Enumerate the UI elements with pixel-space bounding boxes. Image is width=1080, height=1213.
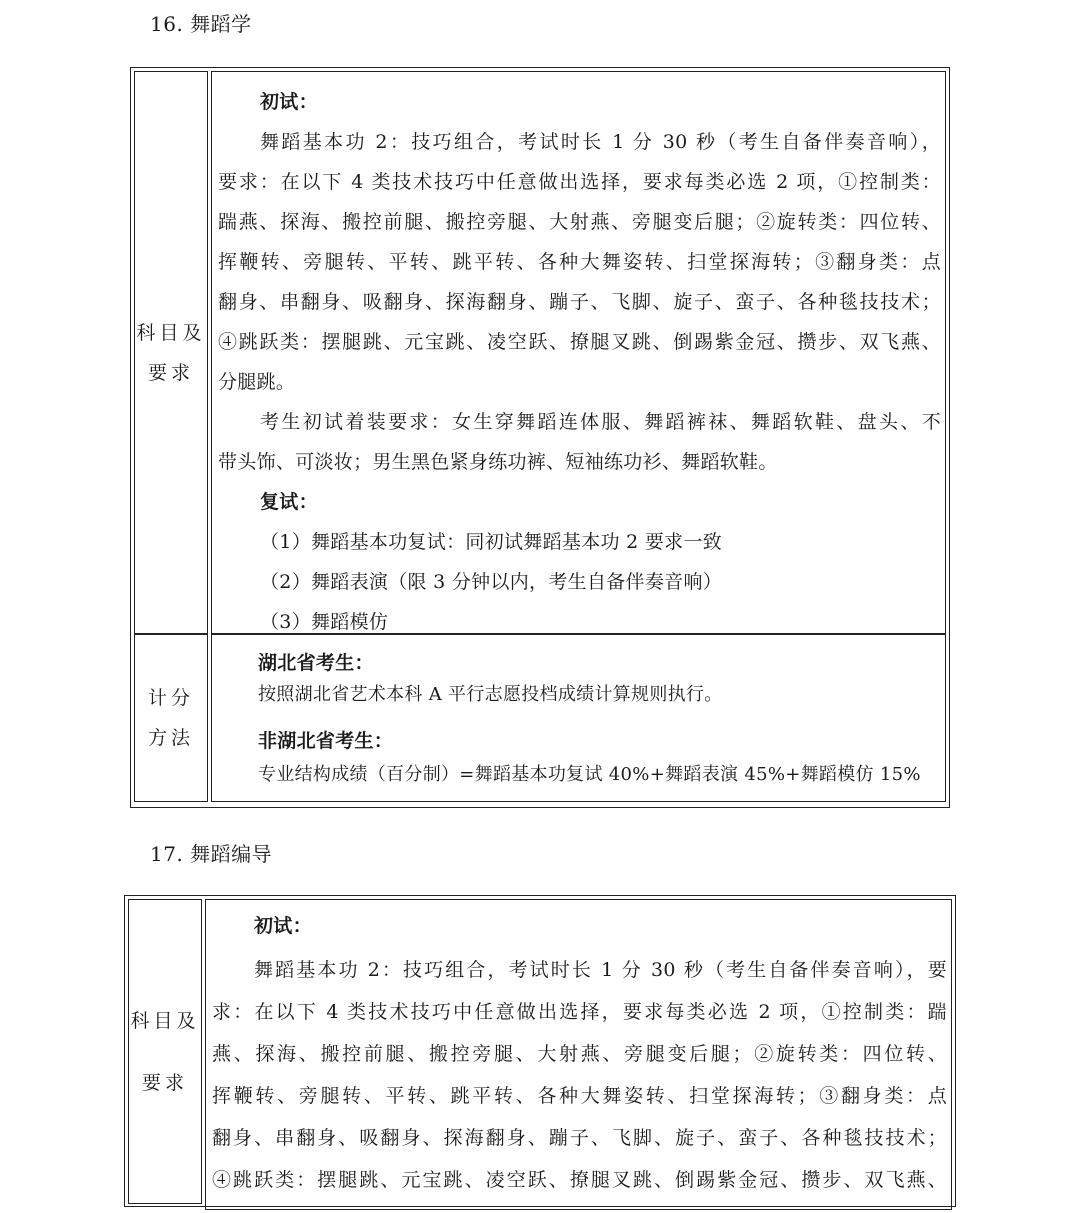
initial-heading: 初试： — [260, 91, 318, 113]
text-line: 求：在以下 4 类技术技巧中任意做出选择，要求每类必选 2 项，①控制类：踹 — [212, 1001, 947, 1023]
requirements-content — [205, 899, 952, 1210]
requirements-label — [134, 71, 208, 634]
text-line: 挥鞭转、旁腿转、平转、跳平转、各种大舞姿转、扫堂探海转；③翻身类：点 — [212, 1085, 947, 1107]
scoring-content — [211, 634, 946, 802]
label-line: 科目及 — [136, 321, 206, 344]
attire-line: 考生初试着装要求：女生穿舞蹈连体服、舞蹈裤袜、舞蹈软鞋、盘头、不 — [260, 411, 941, 433]
initial-heading: 初试： — [254, 915, 312, 937]
requirements-content — [211, 71, 946, 634]
text-line: ④跳跃类：摆腿跳、元宝跳、凌空跃、撩腿叉跳、倒踢紫金冠、攒步、双飞燕、 — [218, 331, 941, 353]
requirements-row — [128, 899, 952, 1204]
text-line: 翻身、串翻身、吸翻身、探海翻身、蹦子、飞脚、旋子、蛮子、各种毯技技术； — [218, 291, 941, 313]
requirements-row — [134, 71, 946, 634]
text-line: ④跳跃类：摆腿跳、元宝跳、凌空跃、撩腿叉跳、倒踢紫金冠、攒步、双飞燕、 — [212, 1169, 947, 1191]
retest-item: （3）舞蹈模仿 — [260, 611, 389, 633]
scoring-label — [134, 634, 208, 802]
label-line: 要求 — [141, 1071, 188, 1094]
text-line: 踹燕、探海、搬控前腿、搬控旁腿、大射燕、旁腿变后腿；②旋转类：四位转、 — [218, 211, 941, 233]
label-line: 科目及 — [130, 1009, 200, 1032]
text-line: 舞蹈基本功 2：技巧组合，考试时长 1 分 30 秒（考生自备伴奏音响）， — [260, 131, 941, 153]
label-line: 要求 — [147, 361, 194, 384]
requirements-label — [128, 899, 202, 1204]
section-17-title: 17. 舞蹈编导 — [150, 842, 273, 866]
text-line: 燕、探海、搬控前腿、搬控旁腿、大射燕、旁腿变后腿；②旋转类：四位转、 — [212, 1043, 947, 1065]
scoring-row — [134, 634, 946, 802]
retest-item: （2）舞蹈表演（限 3 分钟以内，考生自备伴奏音响） — [260, 571, 723, 593]
retest-item: （1）舞蹈基本功复试：同初试舞蹈基本功 2 要求一致 — [260, 531, 723, 553]
text-line: 分腿跳。 — [218, 371, 296, 393]
hubei-text: 按照湖北省艺术本科 A 平行志愿投档成绩计算规则执行。 — [258, 684, 723, 705]
section-17-table — [124, 895, 956, 1207]
attire-line: 带头饰、可淡妆；男生黑色紧身练功裤、短袖练功衫、舞蹈软鞋。 — [218, 451, 778, 473]
section-16-title: 16. 舞蹈学 — [150, 12, 252, 36]
text-line: 翻身、串翻身、吸翻身、探海翻身、蹦子、飞脚、旋子、蛮子、各种毯技技术； — [212, 1127, 947, 1149]
label-line: 方法 — [147, 727, 194, 749]
section-16-table — [130, 67, 950, 808]
retest-heading: 复试： — [260, 491, 318, 513]
text-line: 要求：在以下 4 类技术技巧中任意做出选择，要求每类必选 2 项，①控制类： — [218, 171, 941, 193]
non-hubei-heading: 非湖北省考生： — [258, 730, 394, 752]
text-line: 舞蹈基本功 2：技巧组合，考试时长 1 分 30 秒（考生自备伴奏音响），要 — [254, 959, 947, 981]
text-line: 挥鞭转、旁腿转、平转、跳平转、各种大舞姿转、扫堂探海转；③翻身类：点 — [218, 251, 941, 273]
non-hubei-text: 专业结构成绩（百分制）=舞蹈基本功复试 40%+舞蹈表演 45%+舞蹈模仿 15% — [258, 764, 921, 785]
hubei-heading: 湖北省考生： — [258, 652, 374, 674]
label-line: 计分 — [147, 687, 194, 709]
